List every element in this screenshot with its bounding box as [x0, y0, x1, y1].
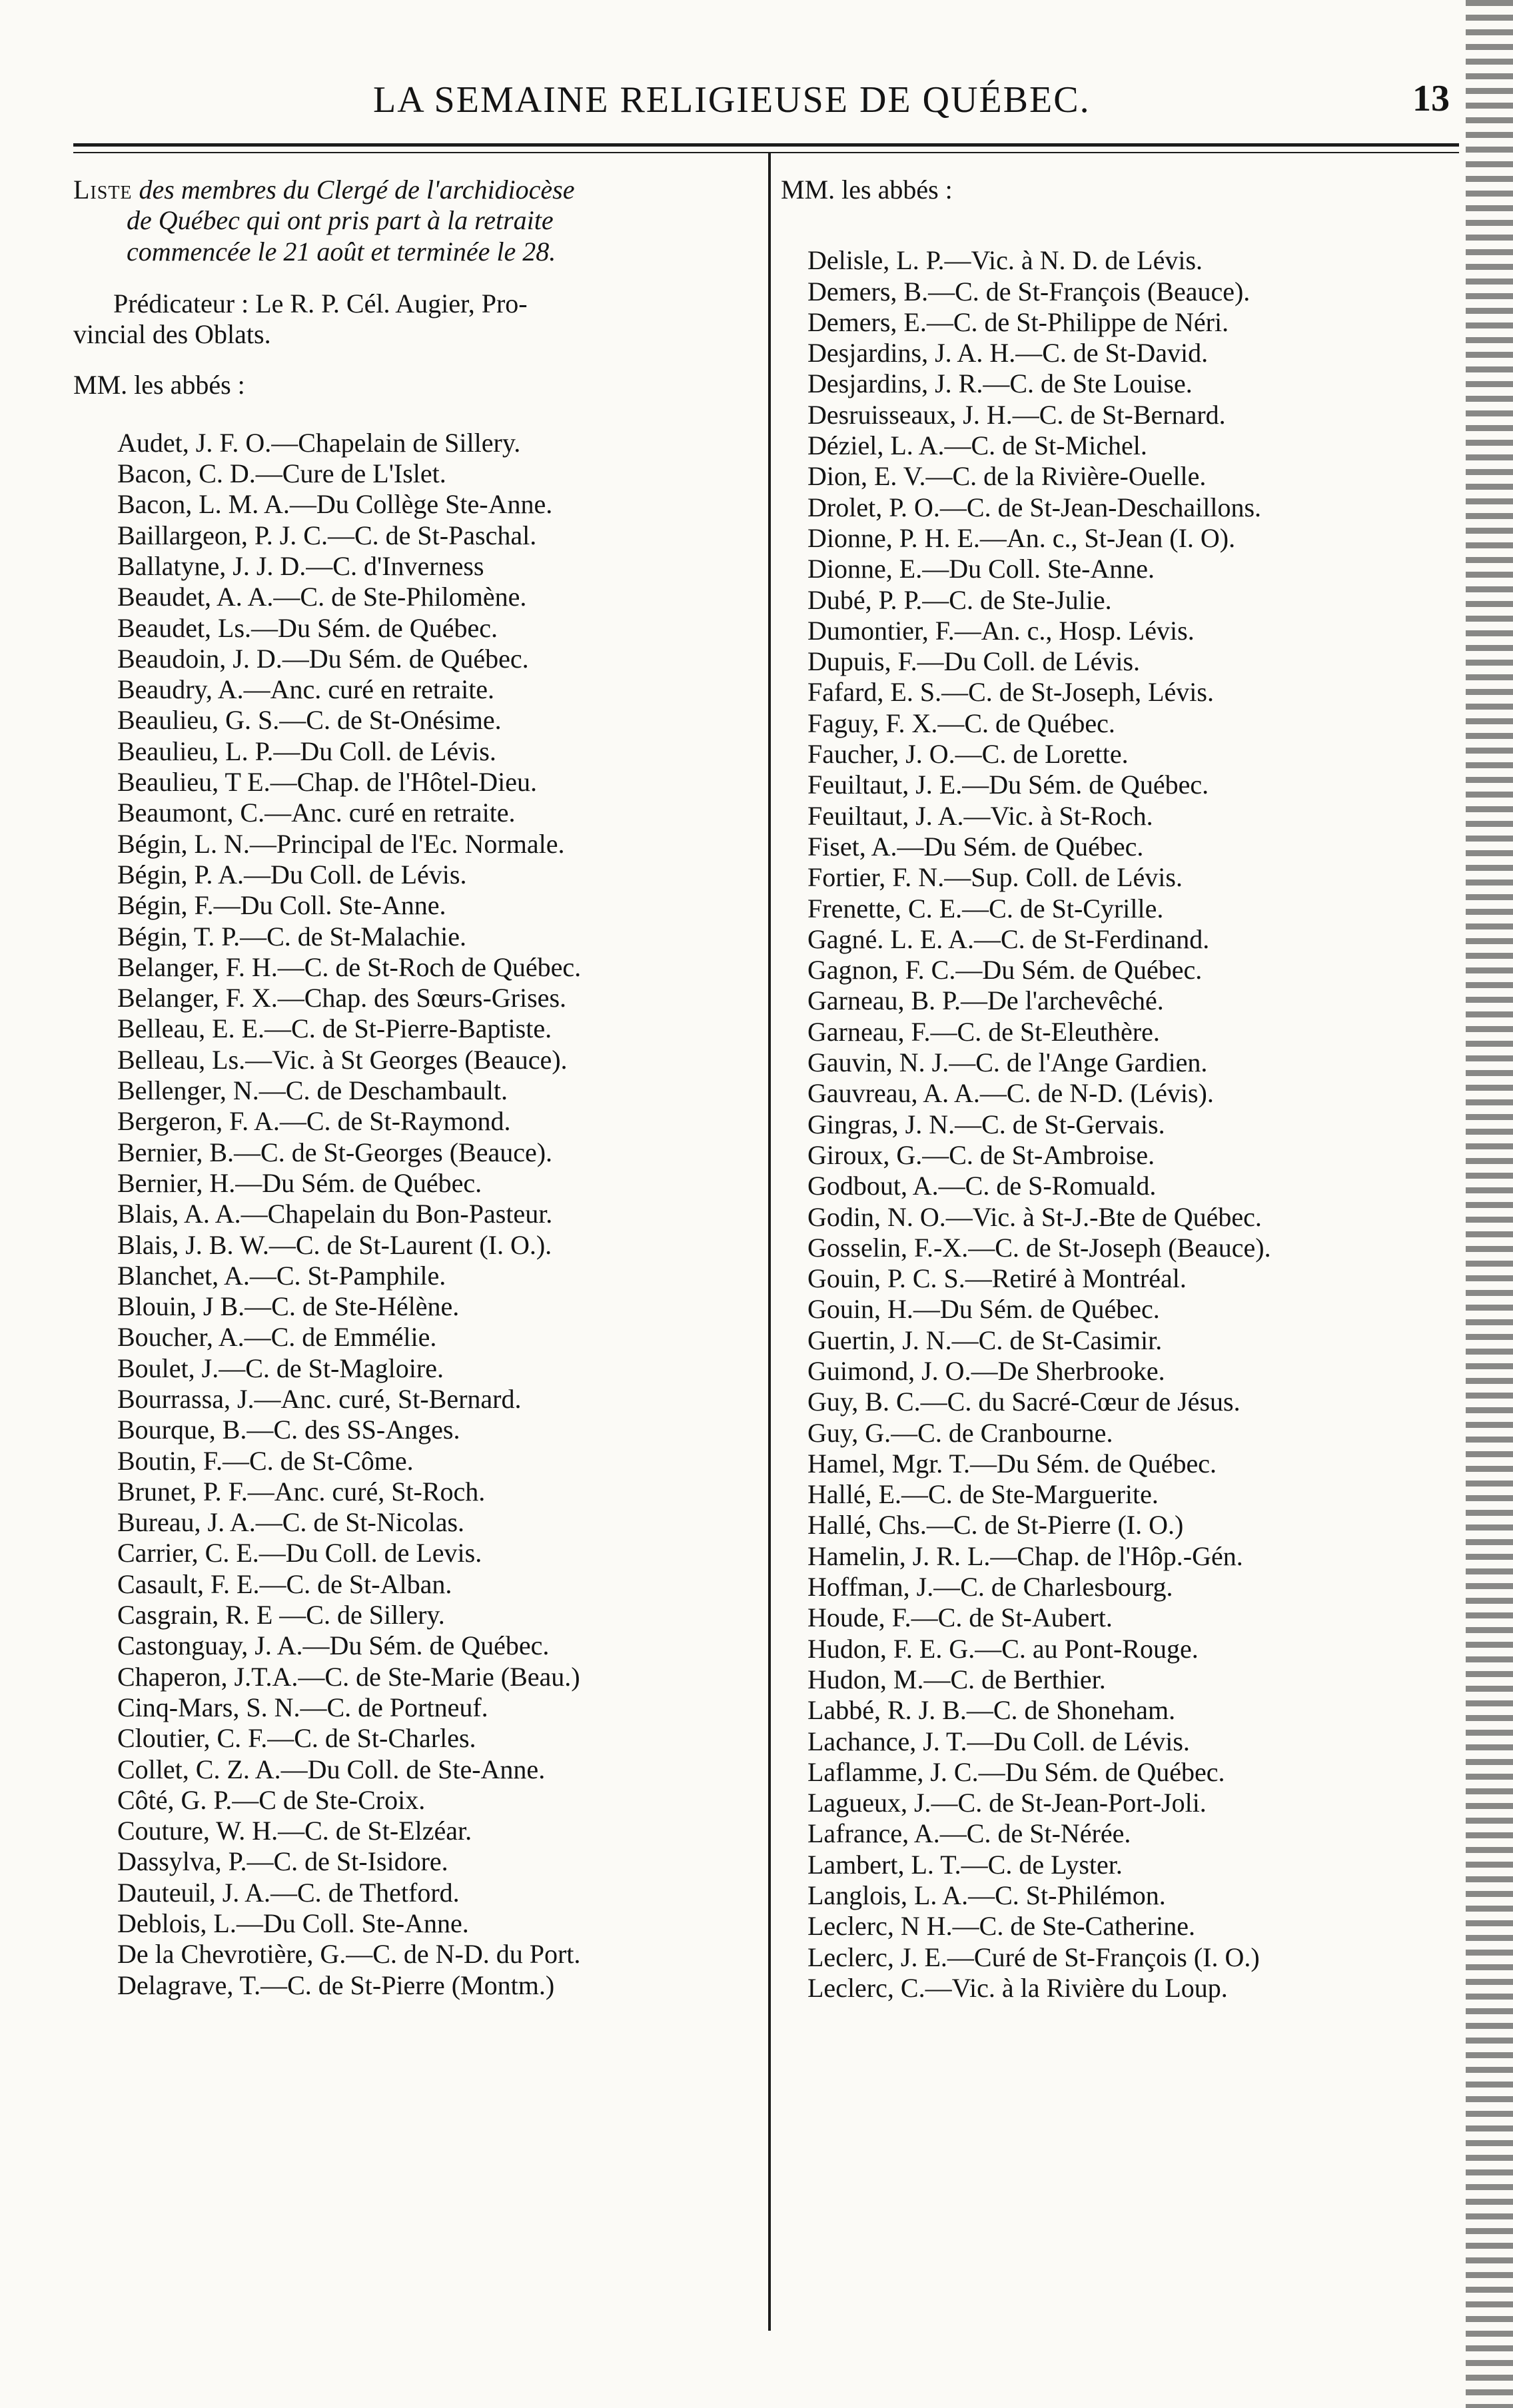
list-item: Beaulieu, G. S.—C. de St-Onésime.	[117, 705, 502, 736]
list-item: Ballatyne, J. J. D.—C. d'Inverness	[117, 550, 484, 581]
list-item: Guy, B. C.—C. du Sacré-Cœur de Jésus.	[807, 1387, 1241, 1417]
column-divider	[768, 152, 771, 2331]
list-item: Brunet, P. F.—Anc. curé, St-Roch.	[117, 1476, 486, 1506]
list-item: Couture, W. H.—C. de St-Elzéar.	[117, 1816, 472, 1846]
list-item: Casault, F. E.—C. de St-Alban.	[117, 1568, 452, 1599]
list-item: Boulet, J.—C. de St-Magloire.	[117, 1353, 444, 1383]
list-item: Boutin, F.—C. de St-Côme.	[117, 1445, 414, 1476]
list-item: Bernier, B.—C. de St-Georges (Beauce).	[117, 1137, 553, 1167]
list-item: Fiset, A.—Du Sém. de Québec.	[807, 831, 1144, 862]
list-item: Beaudet, A. A.—C. de Ste-Philomène.	[117, 582, 527, 612]
list-item: Fafard, E. S.—C. de St-Joseph, Lévis.	[807, 677, 1214, 708]
list-item: Bacon, L. M. A.—Du Collège Ste-Anne.	[117, 489, 553, 520]
preacher-note	[73, 289, 759, 350]
list-item: Feuiltaut, J. E.—Du Sém. de Québec.	[807, 770, 1209, 800]
list-item: Bourque, B.—C. des SS-Anges.	[117, 1415, 460, 1445]
list-item: Gouin, P. C. S.—Retiré à Montréal.	[807, 1263, 1187, 1294]
list-item: Garneau, B. P.—De l'archevêché.	[807, 985, 1164, 1016]
list-item: Blais, A. A.—Chapelain du Bon-Pasteur.	[117, 1199, 553, 1229]
list-item: Bergeron, F. A.—C. de St-Raymond.	[117, 1106, 511, 1137]
list-item: Faucher, J. O.—C. de Lorette.	[807, 739, 1129, 770]
list-item: Bégin, T. P.—C. de St-Malachie.	[117, 921, 467, 951]
list-item: Collet, C. Z. A.—Du Coll. de Ste-Anne.	[117, 1754, 546, 1784]
list-intro	[73, 175, 759, 267]
list-item: Laflamme, J. C.—Du Sém. de Québec.	[807, 1756, 1225, 1787]
list-item: Deblois, L.—Du Coll. Ste-Anne.	[117, 1908, 469, 1939]
list-item: Desjardins, J. A. H.—C. de St-David.	[807, 338, 1209, 368]
list-item: Beaudry, A.—Anc. curé en retraite.	[117, 674, 495, 705]
list-item: Carrier, C. E.—Du Coll. de Levis.	[117, 1538, 482, 1568]
list-item: Feuiltaut, J. A.—Vic. à St-Roch.	[807, 800, 1153, 831]
intro-label: Liste	[73, 175, 133, 205]
clergy-list-left	[73, 428, 759, 2001]
list-item: Beaulieu, T E.—Chap. de l'Hôtel-Dieu.	[117, 767, 538, 798]
list-item: Dionne, E.—Du Coll. Ste-Anne.	[807, 554, 1155, 584]
list-item: Belanger, F. H.—C. de St-Roch de Québec.	[117, 951, 582, 982]
list-item: Lagueux, J.—C. de St-Jean-Port-Joli.	[807, 1788, 1207, 1818]
list-item: Beaudet, Ls.—Du Sém. de Québec.	[117, 612, 498, 643]
intro-line-2: de Québec qui ont pris part à la retraite	[127, 205, 554, 236]
intro-line-1: des membres du Clergé de l'archidiocèse	[139, 175, 575, 205]
list-item: Hamelin, J. R. L.—Chap. de l'Hôp.-Gén.	[807, 1540, 1243, 1571]
list-item: Demers, E.—C. de St-Philippe de Néri.	[807, 306, 1229, 337]
list-item: Belleau, Ls.—Vic. à St Georges (Beauce).	[117, 1044, 568, 1075]
right-column	[781, 175, 1454, 2004]
page-header	[0, 0, 1513, 133]
header-rule-thin	[73, 152, 1459, 153]
list-item: Dauteuil, J. A.—C. de Thetford.	[117, 1877, 460, 1908]
list-item: Audet, J. F. O.—Chapelain de Sillery.	[117, 427, 521, 458]
list-item: Dupuis, F.—Du Coll. de Lévis.	[807, 646, 1141, 677]
list-item: Delagrave, T.—C. de St-Pierre (Montm.)	[117, 1970, 555, 2000]
running-title: LA SEMAINE RELIGIEUSE DE QUÉBEC.	[373, 79, 1091, 121]
list-item: Bellenger, N.—C. de Deschambault.	[117, 1075, 508, 1106]
preacher-line-2: vincial des Oblats.	[73, 319, 271, 350]
list-item: Beaulieu, L. P.—Du Coll. de Lévis.	[117, 736, 496, 766]
list-item: Blais, J. B. W.—C. de St-Laurent (I. O.).	[117, 1229, 552, 1260]
list-item: Hudon, M.—C. de Berthier.	[807, 1664, 1106, 1694]
list-item: Belanger, F. X.—Chap. des Sœurs-Grises.	[117, 983, 567, 1013]
list-item: Bureau, J. A.—C. de St-Nicolas.	[117, 1507, 465, 1538]
list-item: Lachance, J. T.—Du Coll. de Lévis.	[807, 1726, 1190, 1756]
preacher-line-1: Prédicateur : Le R. P. Cél. Augier, Pro-	[113, 288, 528, 318]
list-item: Lambert, L. T.—C. de Lyster.	[807, 1849, 1123, 1880]
list-item: Déziel, L. A.—C. de St-Michel.	[807, 430, 1147, 461]
abbes-heading-right: MM. les abbés :	[781, 175, 953, 205]
list-item: Hamel, Mgr. T.—Du Sém. de Québec.	[807, 1448, 1217, 1479]
list-item: Dumontier, F.—An. c., Hosp. Lévis.	[807, 615, 1195, 646]
list-item: Fortier, F. N.—Sup. Coll. de Lévis.	[807, 862, 1183, 893]
list-item: Gauvreau, A. A.—C. de N-D. (Lévis).	[807, 1078, 1214, 1109]
list-item: Houde, F.—C. de St-Aubert.	[807, 1602, 1113, 1633]
list-item: Godbout, A.—C. de S-Romuald.	[807, 1171, 1157, 1201]
list-item: Beaumont, C.—Anc. curé en retraite.	[117, 798, 516, 828]
list-item: Bacon, C. D.—Cure de L'Islet.	[117, 458, 446, 489]
list-item: Desruisseaux, J. H.—C. de St-Bernard.	[807, 399, 1226, 430]
list-item: Dionne, P. H. E.—An. c., St-Jean (I. O).	[807, 522, 1236, 553]
list-item: Bourrassa, J.—Anc. curé, St-Bernard.	[117, 1383, 522, 1414]
list-item: Baillargeon, P. J. C.—C. de St-Paschal.	[117, 520, 537, 550]
list-item: Casgrain, R. E —C. de Sillery.	[117, 1600, 445, 1630]
list-item: Desjardins, J. R.—C. de Ste Louise.	[807, 368, 1193, 399]
list-item: Bégin, L. N.—Principal de l'Ec. Normale.	[117, 828, 565, 859]
list-item: Hallé, E.—C. de Ste-Marguerite.	[807, 1479, 1159, 1510]
intro-line-3: commencée le 21 août et terminée le 28.	[127, 236, 556, 267]
list-item: Dassylva, P.—C. de St-Isidore.	[117, 1846, 448, 1877]
list-item: Boucher, A.—C. de Emmélie.	[117, 1322, 437, 1353]
list-item: Gosselin, F.-X.—C. de St-Joseph (Beauce).	[807, 1232, 1271, 1263]
list-item: Castonguay, J. A.—Du Sém. de Québec.	[117, 1630, 550, 1661]
list-item: Gingras, J. N.—C. de St-Gervais.	[807, 1109, 1165, 1139]
list-item: Côté, G. P.—C de Ste-Croix.	[117, 1784, 426, 1815]
list-item: Lafrance, A.—C. de St-Nérée.	[807, 1818, 1131, 1849]
list-item: Delisle, L. P.—Vic. à N. D. de Lévis.	[807, 245, 1203, 276]
list-item: Guimond, J. O.—De Sherbrooke.	[807, 1355, 1165, 1386]
list-item: Guy, G.—C. de Cranbourne.	[807, 1417, 1113, 1448]
list-item: Bernier, H.—Du Sém. de Québec.	[117, 1167, 482, 1198]
list-item: Labbé, R. J. B.—C. de Shoneham.	[807, 1695, 1176, 1726]
list-item: Gagnon, F. C.—Du Sém. de Québec.	[807, 955, 1203, 985]
header-rule-thick	[73, 143, 1459, 147]
clergy-list-right	[781, 245, 1454, 2004]
list-item: Dubé, P. P.—C. de Ste-Julie.	[807, 584, 1112, 615]
list-item: Hoffman, J.—C. de Charlesbourg.	[807, 1572, 1173, 1602]
list-item: Guertin, J. N.—C. de St-Casimir.	[807, 1325, 1163, 1355]
scan-margin-edge	[1466, 0, 1513, 2408]
list-item: Gauvin, N. J.—C. de l'Ange Gardien.	[807, 1047, 1208, 1078]
list-item: Hallé, Chs.—C. de St-Pierre (I. O.)	[807, 1510, 1184, 1540]
abbes-heading-left: MM. les abbés :	[73, 370, 245, 400]
list-item: Langlois, L. A.—C. St-Philémon.	[807, 1880, 1166, 1911]
list-item: Cloutier, C. F.—C. de St-Charles.	[117, 1723, 476, 1754]
list-item: Faguy, F. X.—C. de Québec.	[807, 708, 1115, 738]
list-item: Gouin, H.—Du Sém. de Québec.	[807, 1294, 1160, 1325]
list-item: Bégin, F.—Du Coll. Ste-Anne.	[117, 890, 446, 921]
list-item: Leclerc, J. E.—Curé de St-François (I. O.)	[807, 1942, 1260, 1972]
list-item: Demers, B.—C. de St-François (Beauce).	[807, 276, 1251, 306]
list-item: Giroux, G.—C. de St-Ambroise.	[807, 1139, 1155, 1170]
list-item: Bégin, P. A.—Du Coll. de Lévis.	[117, 859, 467, 890]
list-item: Blanchet, A.—C. St-Pamphile.	[117, 1260, 446, 1291]
list-item: Chaperon, J.T.A.—C. de Ste-Marie (Beau.)	[117, 1661, 580, 1692]
list-item: Hudon, F. E. G.—C. au Pont-Rouge.	[807, 1633, 1199, 1664]
list-item: Belleau, E. E.—C. de St-Pierre-Baptiste.	[117, 1013, 552, 1044]
list-item: Leclerc, C.—Vic. à la Rivière du Loup.	[807, 1972, 1228, 2003]
list-item: Frenette, C. E.—C. de St-Cyrille.	[807, 893, 1164, 923]
list-item: Cinq-Mars, S. N.—C. de Portneuf.	[117, 1692, 488, 1722]
list-item: Blouin, J B.—C. de Ste-Hélène.	[117, 1291, 460, 1322]
list-item: Godin, N. O.—Vic. à St-J.-Bte de Québec.	[807, 1201, 1262, 1232]
left-column	[73, 175, 759, 2001]
list-item: Gagné. L. E. A.—C. de St-Ferdinand.	[807, 923, 1210, 954]
list-item: Garneau, F.—C. de St-Eleuthère.	[807, 1016, 1160, 1047]
list-item: Leclerc, N H.—C. de Ste-Catherine.	[807, 1911, 1196, 1942]
list-item: Drolet, P. O.—C. de St-Jean-Deschaillons.	[807, 492, 1262, 522]
list-item: De la Chevrotière, G.—C. de N-D. du Port.	[117, 1939, 581, 1970]
list-item: Dion, E. V.—C. de la Rivière-Ouelle.	[807, 461, 1207, 492]
page-number: 13	[1412, 78, 1450, 119]
list-item: Beaudoin, J. D.—Du Sém. de Québec.	[117, 643, 529, 674]
